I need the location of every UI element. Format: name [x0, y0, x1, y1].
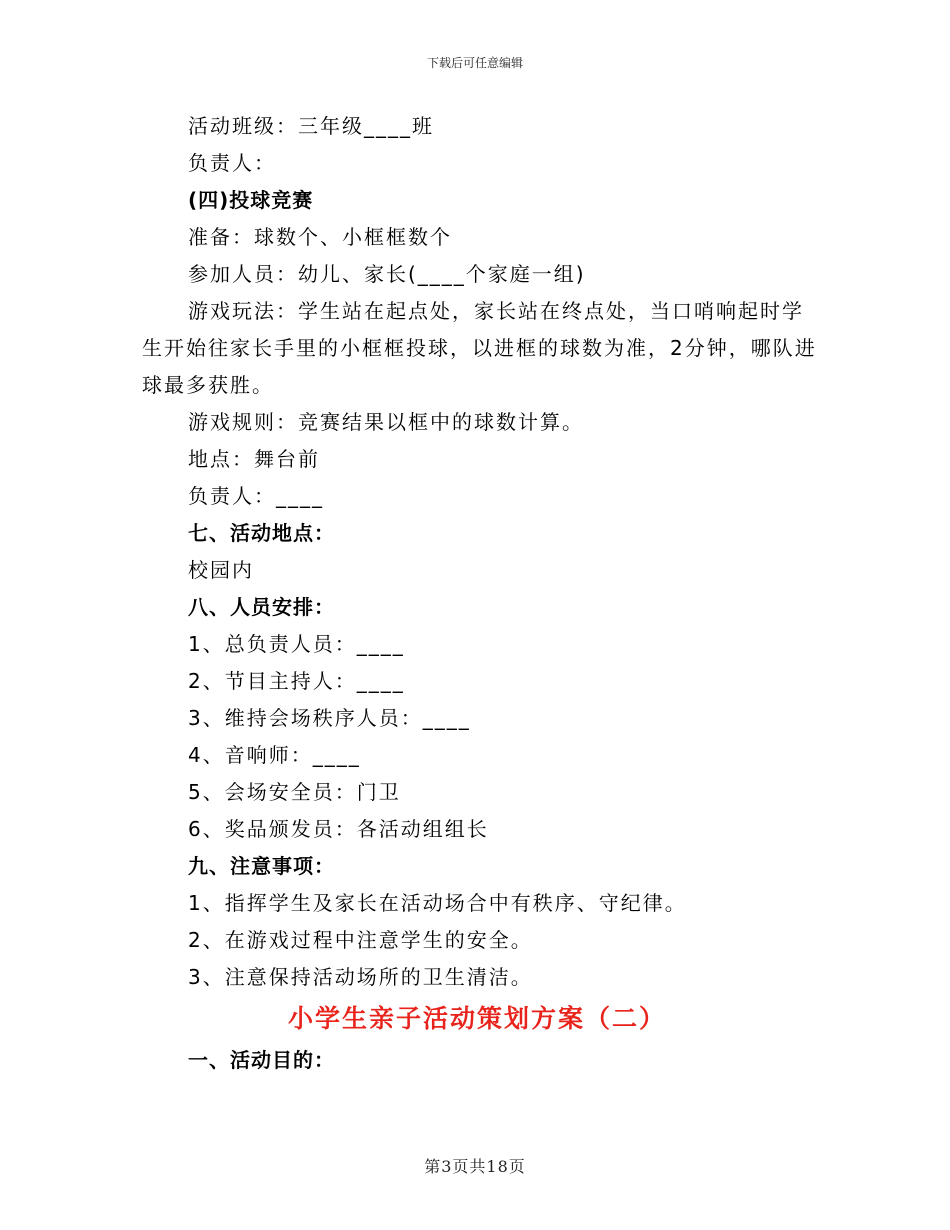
text-line: 游戏玩法：学生站在起点处，家长站在终点处，当口哨响起时学 [188, 299, 804, 323]
section-heading: 八、人员安排： [188, 595, 335, 619]
document-body [142, 108, 817, 1079]
text-line: 游戏规则：竞赛结果以框中的球数计算。 [188, 410, 584, 434]
text-line: 球最多获胜。 [142, 373, 274, 397]
text-line: 准备：球数个、小框框数个 [188, 225, 452, 249]
text-line: 负责人： [188, 151, 276, 175]
list-item: 3、维持会场秩序人员：____ [188, 706, 471, 730]
section-heading: 九、注意事项： [188, 854, 335, 878]
text-line: 负责人：____ [188, 484, 324, 508]
page-footer: 第3页共18页 [424, 1157, 526, 1176]
text-line: 校园内 [188, 558, 254, 582]
list-item: 2、节目主持人：____ [188, 669, 405, 693]
list-item: 6、奖品颁发员：各活动组组长 [188, 817, 489, 841]
document-title: 小学生亲子活动策划方案（二） [287, 1004, 666, 1033]
section-heading: 一、活动目的： [188, 1048, 335, 1072]
list-item: 1、总负责人员：____ [188, 632, 405, 656]
page-header: 下载后可任意编辑 [426, 56, 523, 70]
list-item: 5、会场安全员：门卫 [188, 780, 401, 804]
list-item: 3、注意保持活动场所的卫生清洁。 [188, 965, 533, 989]
text-line: 活动班级：三年级____班 [188, 114, 434, 138]
text-line: 地点：舞台前 [188, 447, 320, 471]
section-heading: 七、活动地点： [188, 521, 335, 545]
list-item: 4、音响师：____ [188, 743, 361, 767]
text-line: 参加人员：幼儿、家长(____个家庭一组) [188, 262, 586, 286]
list-item: 2、在游戏过程中注意学生的安全。 [188, 928, 533, 952]
section-heading: (四)投球竞赛 [188, 188, 314, 212]
list-item: 1、指挥学生及家长在活动场合中有秩序、守纪律。 [188, 891, 687, 915]
text-line: 生开始往家长手里的小框框投球，以进框的球数为准，2分钟，哪队进 [142, 336, 817, 360]
